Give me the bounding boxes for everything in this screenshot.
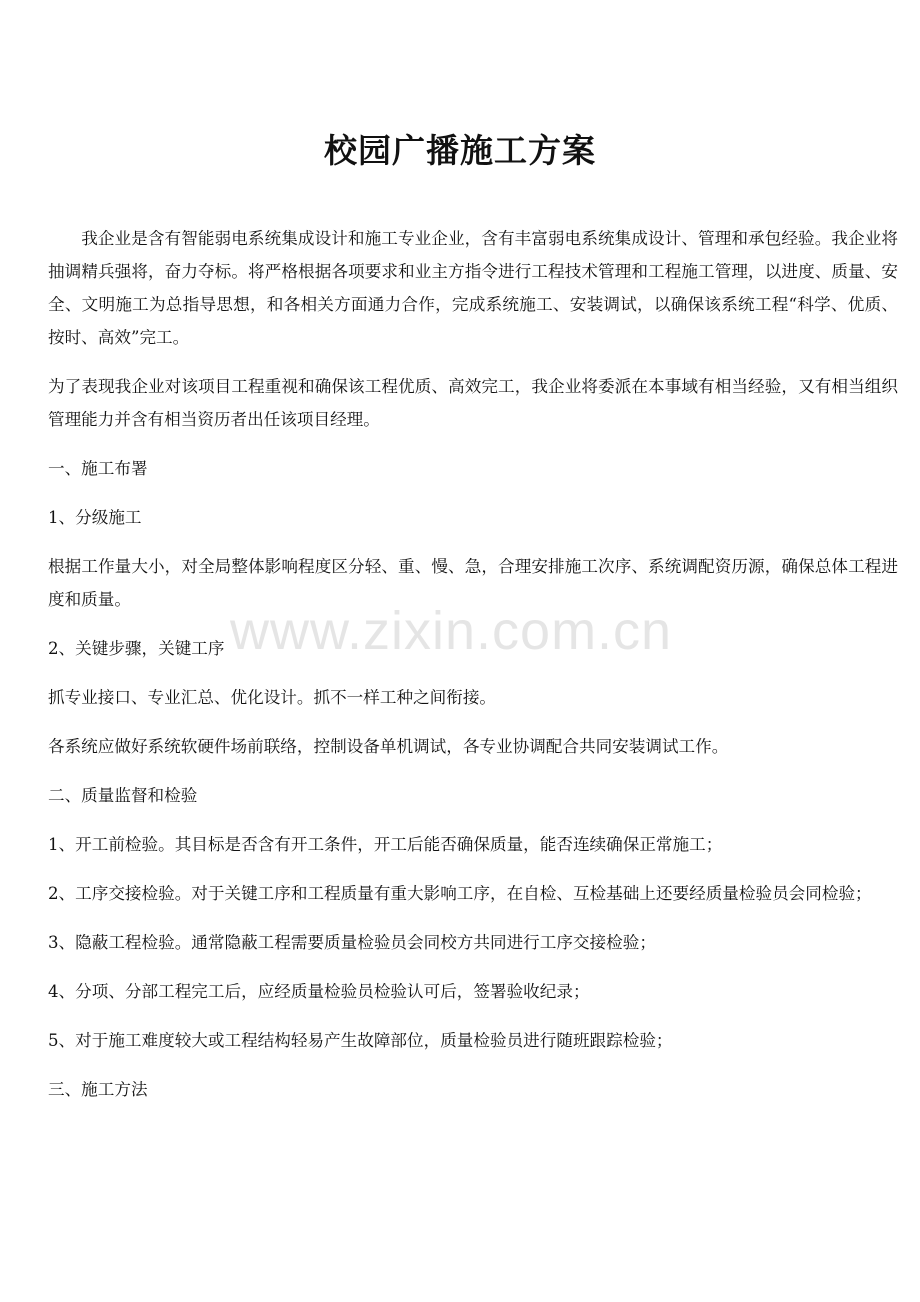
paragraph-project-manager: 为了表现我企业对该项目工程重视和确保该工程优质、高效完工，我企业将委派在本事域有相当经验，又有相当组织管理能力并含有相当资历者出任该项目经理。: [48, 377, 898, 429]
document-title: 校园广播施工方案: [324, 131, 596, 170]
list-item-follow-up-check: 5、对于施工难度较大或工程结构轻易产生故障部位，质量检验员进行随班跟踪检验；: [48, 1031, 673, 1050]
subheading-key-steps: 2、关键步骤，关键工序: [48, 639, 225, 658]
paragraph-intro: 我企业是含有智能弱电系统集成设计和施工专业企业，含有丰富弱电系统集成设计、管理和承包经验。我企业将抽调精兵强将，奋力夺标。将严格根据各项要求和业主方指令进行工程技术管理和工程施工管理，以进度、质量、安全、文明施工为总指导思想，和各相关方面通力合作，完成系统施工、安装调试，以确保该系统工程“科学、优质、按时、高效”完工。: [48, 229, 898, 347]
paragraph-graded-construction: 根据工作量大小，对全局整体影响程度区分轻、重、慢、急，合理安排施工次序、系统调配资历源，确保总体工程进度和质量。: [48, 557, 898, 609]
list-item-completion-check: 4、分项、分部工程完工后，应经质量检验员检验认可后，签署验收纪录；: [48, 982, 590, 1001]
section-heading-deployment: 一、施工布署: [48, 459, 148, 478]
paragraph-interfaces: 抓专业接口、专业汇总、优化设计。抓不一样工种之间衔接。: [48, 688, 497, 707]
subheading-graded-construction: 1、分级施工: [48, 508, 142, 527]
list-item-pre-start-check: 1、开工前检验。其目标是否含有开工条件，开工后能否确保质量，能否连续确保正常施工；: [48, 835, 723, 854]
section-heading-quality: 二、质量监督和检验: [48, 786, 198, 805]
list-item-handover-check: 2、工序交接检验。对于关键工序和工程质量有重大影响工序，在自检、互检基础上还要经质量检验员会同检验；: [48, 884, 872, 903]
paragraph-coordination: 各系统应做好系统软硬件场前联络，控制设备单机调试，各专业协调配合共同安装调试工作。: [48, 737, 729, 756]
list-item-hidden-work-check: 3、隐蔽工程检验。通常隐蔽工程需要质量检验员会同校方共同进行工序交接检验；: [48, 933, 656, 952]
document-body: [48, 222, 898, 1122]
section-heading-methods: 三、施工方法: [48, 1080, 148, 1099]
watermark: www.zixin.com.cn: [230, 601, 673, 661]
